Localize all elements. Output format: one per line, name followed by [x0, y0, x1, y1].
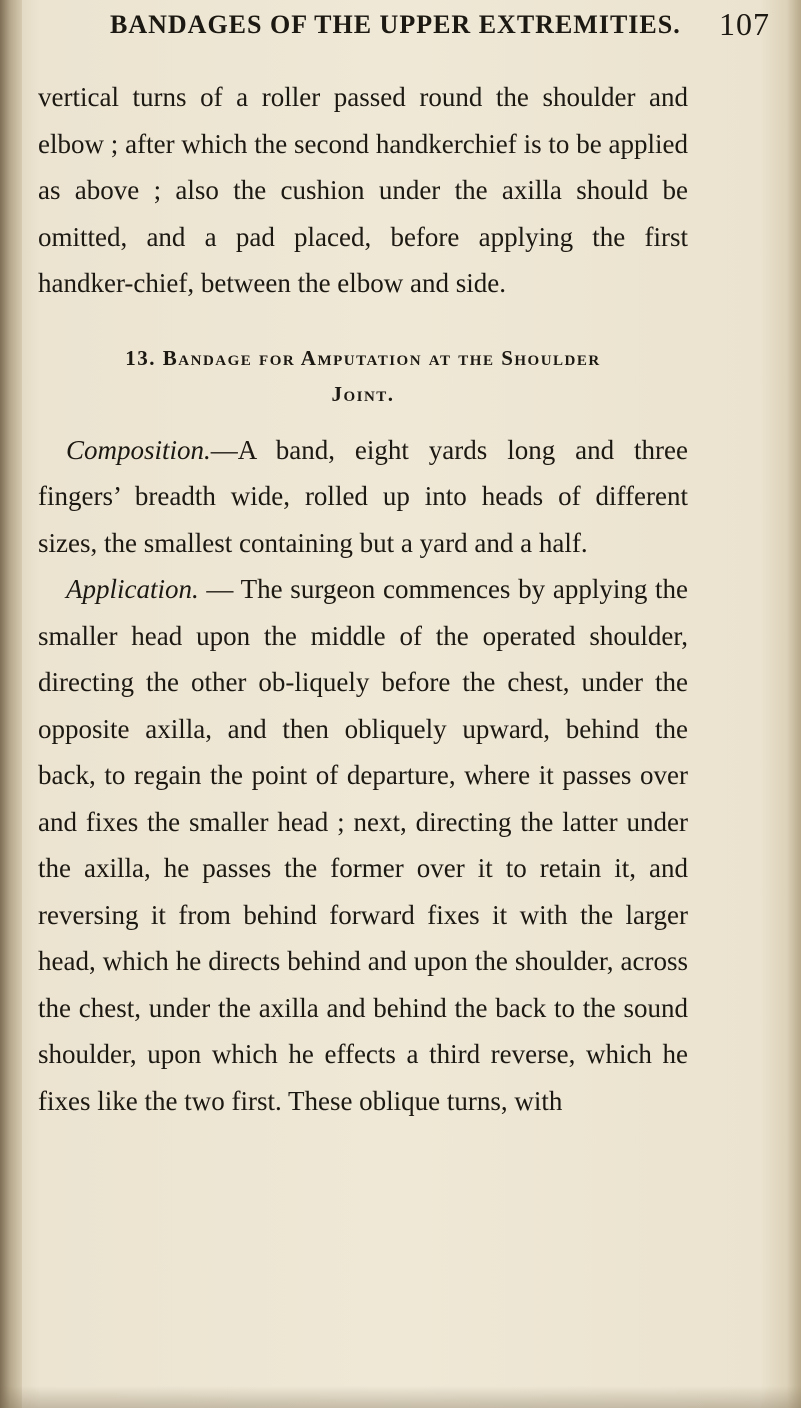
application-paragraph — [38, 566, 688, 1124]
running-header — [110, 6, 770, 42]
section-heading-line1: Bandage for Amputation at the Shoulder — [162, 345, 601, 370]
page-body — [38, 74, 688, 1124]
paragraph-continued: vertical turns of a roller passed round the shoulder and elbow ; after which the second handkerchief is to be applied as above ; also the cushion under the axilla should be omitted, and a pad placed, before applying the first handker-chief, between the elbow and side. — [38, 82, 688, 298]
section-heading — [38, 340, 688, 412]
page-number: 107 — [719, 6, 770, 42]
page-gutter — [0, 0, 22, 1408]
section-number: 13. — [125, 345, 157, 370]
composition-paragraph — [38, 427, 688, 567]
composition-text: —A band, eight yards long and three fingers’ breadth wide, rolled up into heads of different sizes, the smallest containing but a yard and a half. — [38, 434, 688, 558]
composition-label: Composition. — [66, 434, 211, 465]
section-heading-line2: Joint. — [331, 381, 395, 406]
page-edge — [787, 0, 801, 1408]
application-text: — The surgeon commences by applying the smaller head upon the middle of the operated shoulder, directing the other ob-liquely before the chest, under the opposite axilla, and then obliquely upward, behind the back, to regain the point of departure, where it passes over and fixes the smaller head ; next, directing the latter under the axilla, he passes the former over it to retain it, and reversing it from behind forward fixes it with the larger head, which he directs behind and upon the shoulder, across the chest, under the axilla and behind the back to the sound shoulder, upon which he effects a third reverse, which he fixes like the two first. These oblique turns, with — [38, 574, 688, 1116]
page-bottom-shadow — [0, 1386, 801, 1408]
running-title: BANDAGES OF THE UPPER EXTREMITIES. — [110, 10, 681, 39]
application-label: Application. — [66, 574, 199, 604]
